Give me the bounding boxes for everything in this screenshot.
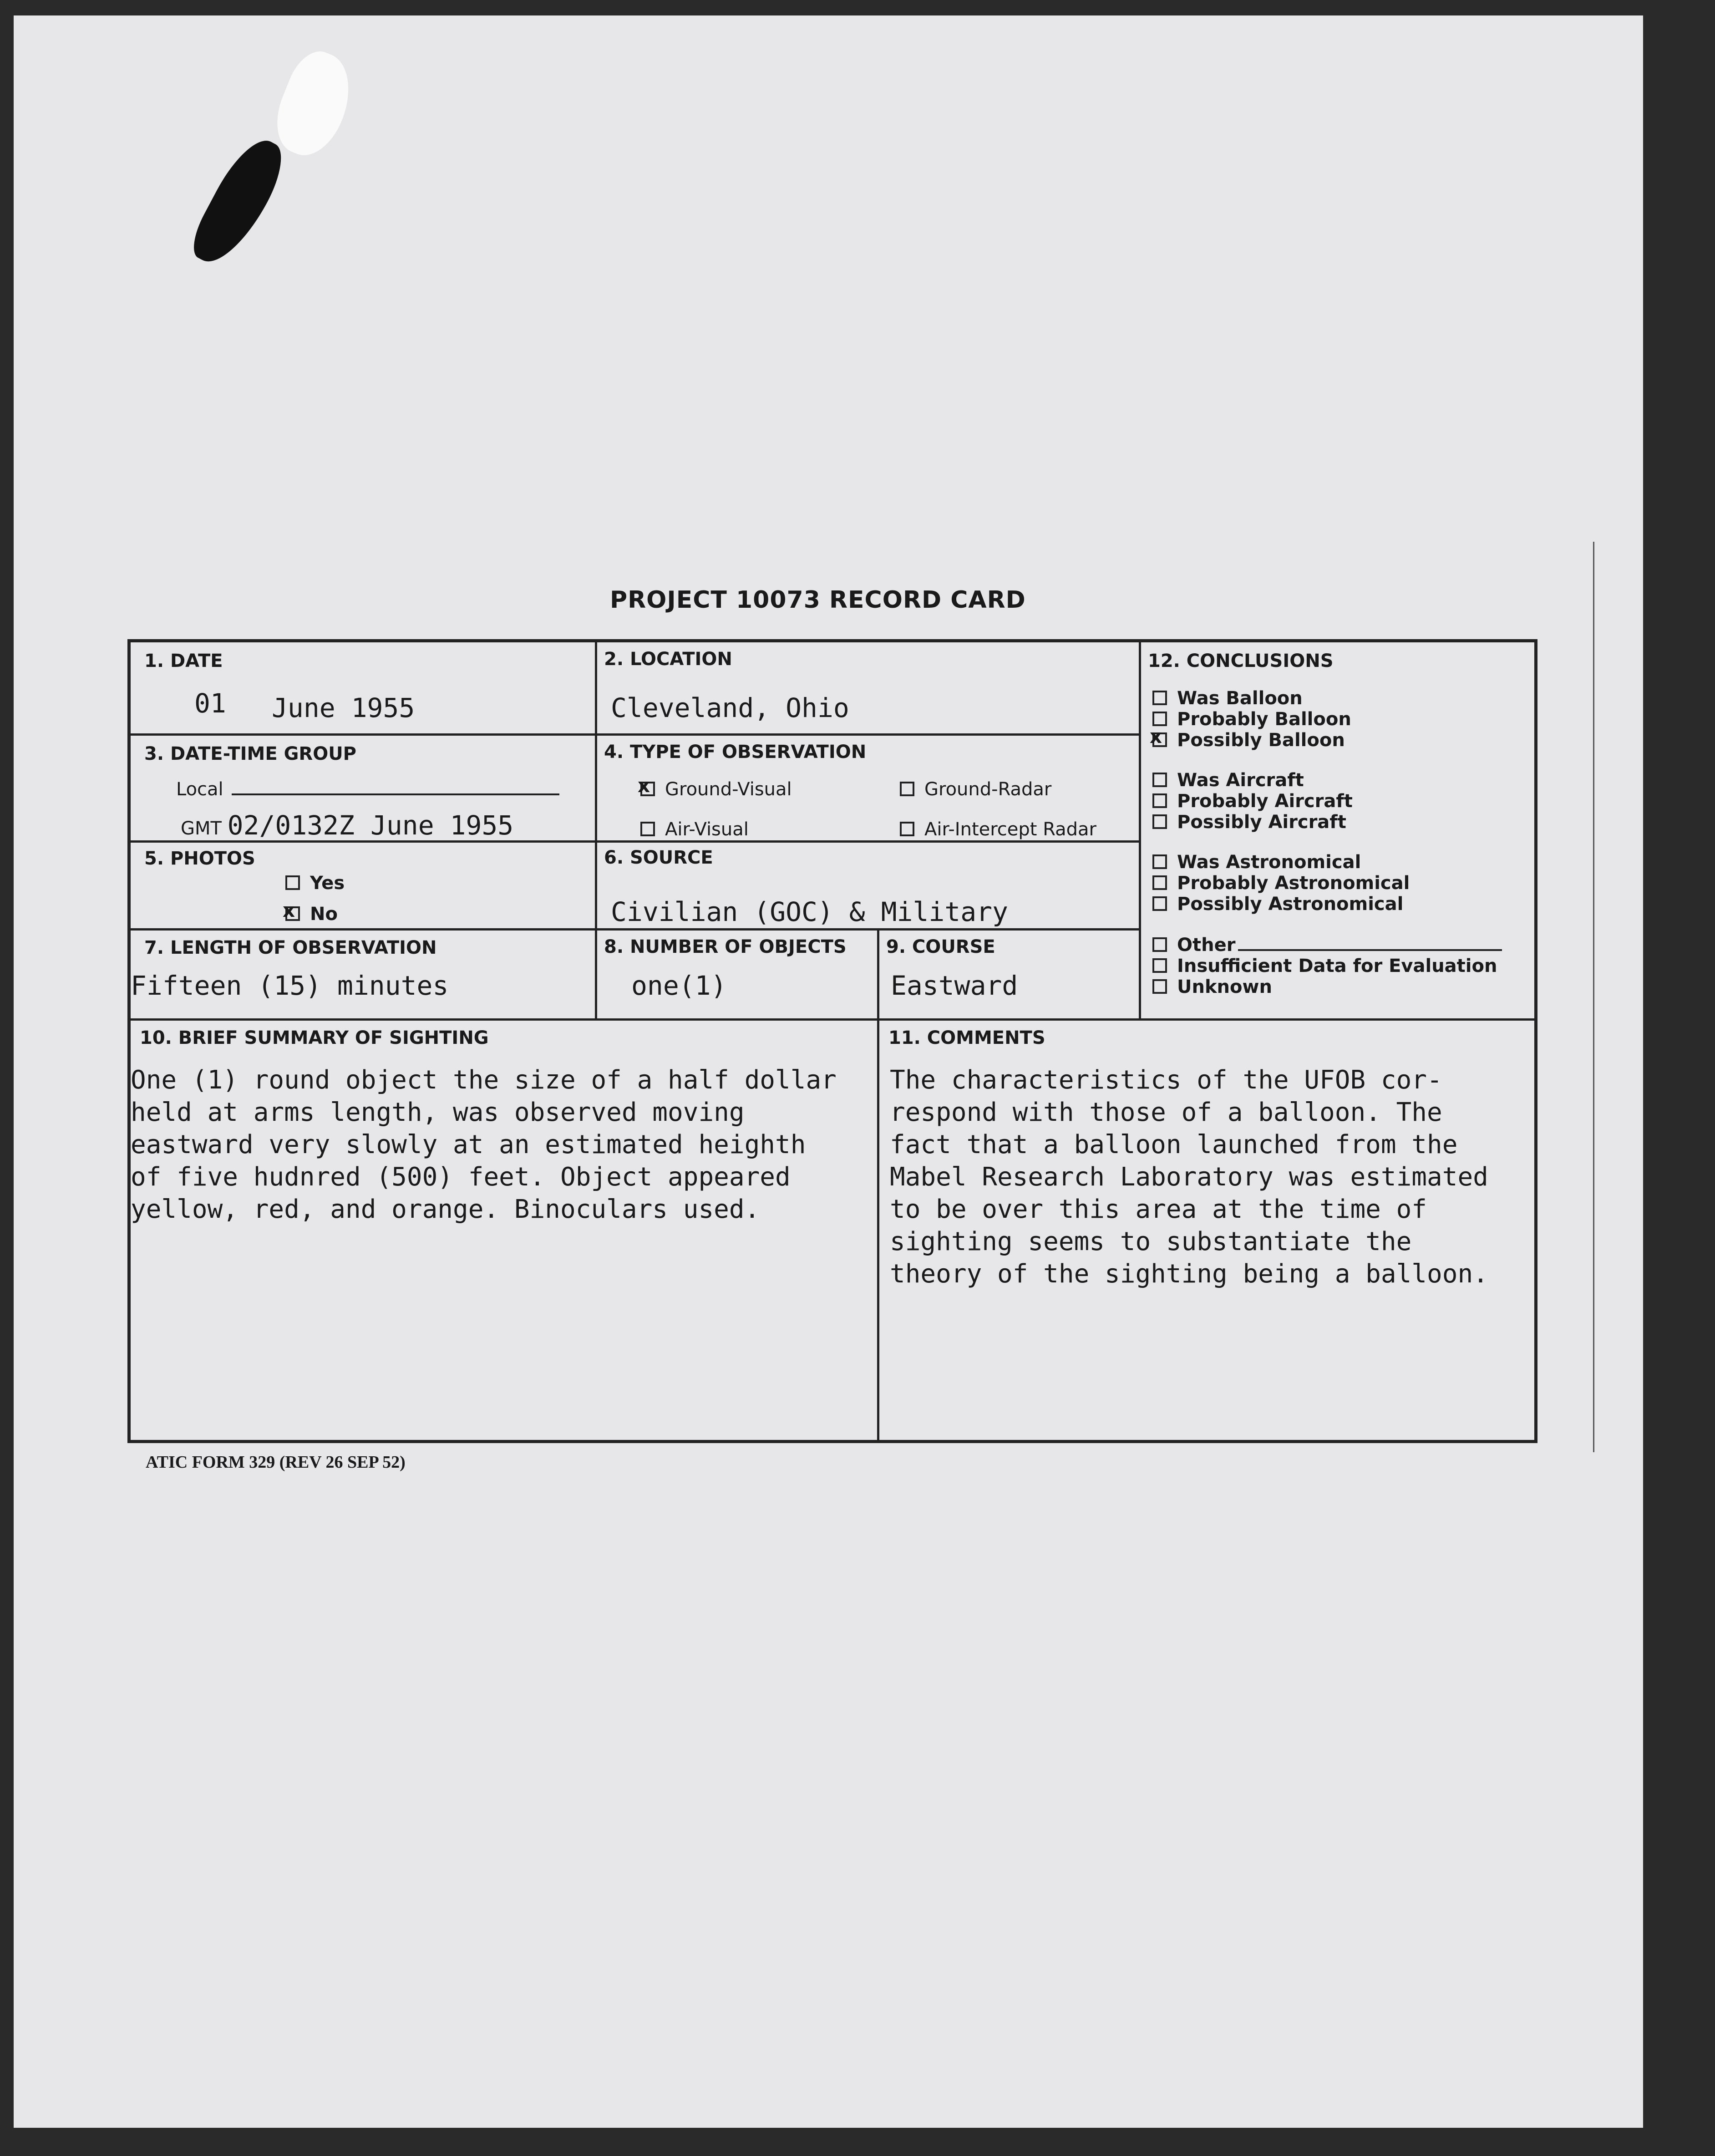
checkbox-icon[interactable] [1152, 979, 1167, 994]
conclusion-label: Probably Balloon [1177, 709, 1351, 730]
date-month-year: June 1955 [272, 692, 415, 723]
divider [131, 733, 1139, 736]
local-blank [232, 793, 559, 795]
comments-line: theory of the sighting being a balloon. [890, 1259, 1488, 1289]
divider [877, 928, 879, 1440]
obs-ground-visual-label: Ground-Visual [665, 779, 792, 800]
comments-line: The characteristics of the UFOB cor- [890, 1065, 1442, 1095]
conclusion-label: Unknown [1177, 976, 1272, 997]
dtg-gmt-label: GMT [181, 818, 222, 839]
checked-box-icon[interactable] [1152, 732, 1167, 747]
conclusion-label: Probably Astronomical [1177, 873, 1410, 894]
checked-box-icon[interactable] [640, 782, 655, 796]
length-label: 7. LENGTH OF OBSERVATION [144, 937, 437, 958]
photos-no[interactable] [285, 904, 338, 925]
obs-ground-visual[interactable] [640, 779, 792, 800]
comments-line: to be over this area at the time of [890, 1195, 1427, 1224]
card-title: PROJECT 10073 RECORD CARD [610, 586, 1026, 614]
divider [131, 1018, 1537, 1021]
conclusion-label: Possibly Balloon [1177, 730, 1345, 751]
form-id: ATIC FORM 329 (REV 26 SEP 52) [146, 1453, 406, 1472]
objects-label: 8. NUMBER OF OBJECTS [604, 936, 847, 957]
conclusion-label: Was Aircraft [1177, 770, 1304, 791]
obs-air-visual[interactable] [640, 819, 749, 840]
conclusion-item[interactable] [1152, 812, 1346, 833]
checkbox-icon[interactable] [1152, 937, 1167, 952]
summary-text [131, 1064, 837, 1225]
photos-yes-label: Yes [310, 873, 345, 894]
summary-line: held at arms length, was observed moving [131, 1098, 745, 1127]
obs-ground-radar-label: Ground-Radar [924, 779, 1052, 800]
conclusion-item[interactable] [1152, 709, 1351, 730]
conclusion-item[interactable] [1152, 852, 1361, 873]
conclusion-label: Was Astronomical [1177, 852, 1361, 873]
location-value: Cleveland, Ohio [611, 692, 849, 723]
obs-air-intercept-radar[interactable] [900, 819, 1096, 840]
dtg-local [176, 779, 559, 800]
date-label: 1. DATE [144, 651, 223, 671]
checkbox-icon[interactable] [1152, 793, 1167, 808]
source-value: Civilian (GOC) & Military [611, 896, 1008, 927]
checked-box-icon[interactable] [285, 906, 300, 921]
checkbox-icon[interactable] [1152, 958, 1167, 973]
comments-text [890, 1064, 1488, 1290]
comments-line: Mabel Research Laboratory was estimated [890, 1162, 1488, 1192]
checkbox-icon[interactable] [640, 822, 655, 836]
comments-line: sighting seems to substantiate the [890, 1227, 1412, 1256]
checkbox-icon[interactable] [1152, 875, 1167, 890]
dtg-gmt-value: 02/0132Z June 1955 [228, 810, 533, 843]
conclusion-label: Was Balloon [1177, 688, 1303, 709]
page-edge-line [1593, 542, 1594, 1452]
conclusion-item[interactable] [1152, 894, 1403, 915]
conclusion-label: Other [1177, 935, 1236, 956]
divider [1139, 642, 1141, 1018]
dtg-gmt [181, 810, 533, 843]
objects-value: one(1) [631, 970, 727, 1001]
conclusion-item[interactable] [1152, 688, 1303, 709]
course-label: 9. COURSE [886, 936, 995, 957]
summary-line: of five hudnred (500) feet. Object appeared [131, 1162, 791, 1192]
course-value: Eastward [891, 970, 1018, 1001]
conclusion-item[interactable] [1152, 976, 1272, 997]
photos-label: 5. PHOTOS [144, 848, 255, 869]
source-label: 6. SOURCE [604, 847, 713, 868]
record-card [127, 639, 1537, 1443]
other-blank [1238, 949, 1502, 951]
obs-air-visual-label: Air-Visual [665, 819, 749, 840]
divider [595, 642, 597, 1018]
conclusion-item[interactable] [1152, 770, 1304, 791]
conclusion-item-other[interactable] [1152, 935, 1502, 956]
comments-line: fact that a balloon launched from the [890, 1130, 1458, 1159]
date-day: 01 [194, 688, 226, 719]
obs-ground-radar[interactable] [900, 779, 1051, 800]
obs-type-label: 4. TYPE OF OBSERVATION [604, 742, 867, 763]
summary-line: eastward very slowly at an estimated heighth [131, 1130, 806, 1159]
checkbox-icon[interactable] [1152, 712, 1167, 726]
checkbox-icon[interactable] [285, 875, 300, 890]
length-value: Fifteen (15) minutes [131, 970, 449, 1001]
conclusion-item[interactable] [1152, 730, 1345, 751]
summary-label: 10. BRIEF SUMMARY OF SIGHTING [140, 1027, 489, 1048]
comments-line: respond with those of a balloon. The [890, 1098, 1442, 1127]
photos-yes[interactable] [285, 873, 345, 894]
checkbox-icon[interactable] [900, 782, 914, 796]
conclusion-label: Possibly Astronomical [1177, 894, 1404, 915]
summary-line: yellow, red, and orange. Binoculars used. [131, 1195, 760, 1224]
location-label: 2. LOCATION [604, 649, 732, 670]
dtg-label: 3. DATE-TIME GROUP [144, 743, 356, 764]
conclusion-label: Probably Aircraft [1177, 791, 1353, 812]
checkbox-icon[interactable] [1152, 896, 1167, 911]
checkbox-icon[interactable] [1152, 854, 1167, 869]
checkbox-icon[interactable] [1152, 691, 1167, 705]
obs-air-intercept-label: Air-Intercept Radar [924, 819, 1096, 840]
conclusion-item[interactable] [1152, 873, 1410, 894]
checkbox-icon[interactable] [1152, 773, 1167, 787]
paper-tear [265, 44, 363, 165]
comments-label: 11. COMMENTS [888, 1027, 1045, 1048]
checkbox-icon[interactable] [900, 822, 914, 836]
photos-no-label: No [310, 904, 338, 925]
checkbox-icon[interactable] [1152, 814, 1167, 829]
dtg-local-label: Local [176, 779, 223, 800]
summary-line: One (1) round object the size of a half dollar [131, 1065, 837, 1095]
ink-blot [185, 130, 293, 275]
conclusion-label: Possibly Aircraft [1177, 812, 1346, 833]
conclusion-label: Insufficient Data for Evaluation [1177, 956, 1497, 976]
divider [131, 928, 1139, 931]
conclusion-item[interactable] [1152, 791, 1353, 812]
conclusion-item[interactable] [1152, 956, 1497, 976]
conclusions-label: 12. CONCLUSIONS [1148, 651, 1334, 671]
